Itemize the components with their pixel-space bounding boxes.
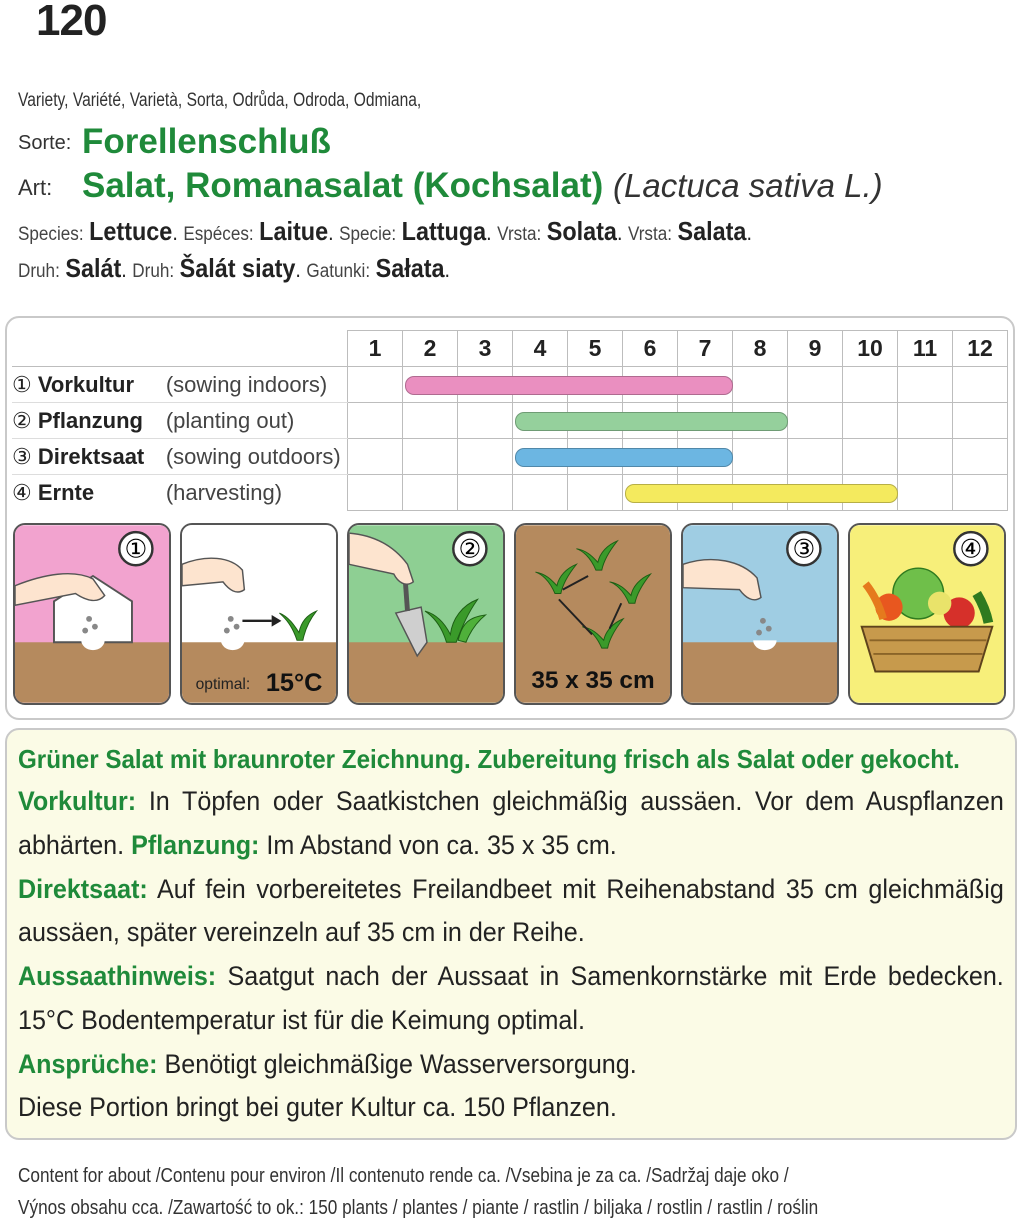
paragraph-ansprueche: Ansprüche: Benötigt gleichmäßige Wasserversorgung. — [18, 1048, 637, 1079]
month-3: 3 — [458, 331, 513, 367]
sorte-label: Sorte: — [18, 132, 72, 154]
tile6-step-number: ④ — [959, 535, 983, 564]
tile2-temperature: 15°C — [265, 669, 323, 697]
paragraph-portion: Diese Portion bringt bei guter Kultur ca. 150 Pflanzen. — [18, 1092, 617, 1123]
tile1-step-number: ① — [124, 535, 148, 564]
art-value — [82, 166, 883, 206]
month-4: 4 — [513, 331, 568, 367]
footer-line-2: Výnos obsahu cca. /Zawartość to ok.: 150 plants / plantes / piante / rastlin / biljaka / rostlin / rastlin / roślin — [18, 1197, 819, 1219]
calendar-row-vorkultur: ① Vorkultur (sowing indoors) — [12, 367, 1008, 403]
month-6: 6 — [623, 331, 678, 367]
month-8: 8 — [733, 331, 788, 367]
month-11: 11 — [898, 331, 953, 367]
paragraph-direktsaat: Direktsaat: Auf fein vorbereitetes Freilandbeet mit Reihenabstand 35 cm gleichmäßig aussäen, später vereinzeln auf 35 cm in der Reihe. — [18, 873, 1004, 948]
tile4-spacing: 35 x 35 cm — [531, 667, 655, 695]
tile3-step-number: ② — [458, 535, 482, 564]
art-name: Salat, Romanasalat (Kochsalat) — [82, 166, 604, 205]
description-text — [18, 738, 1004, 1130]
month-2: 2 — [403, 331, 458, 367]
species-line-1: Species: Lettuce. Espéces: Laitue. Specie: Lattuga. Vrsta: Solata. Vrsta: Salata. — [18, 216, 752, 246]
month-9: 9 — [788, 331, 843, 367]
tile-harvesting — [848, 523, 1006, 705]
calendar-bar-3 — [515, 448, 733, 467]
sowing-indoors-illustration — [15, 525, 169, 703]
calendar-header-row — [12, 331, 1008, 367]
tile-germination-temp — [180, 523, 338, 705]
calendar-bar-1 — [405, 376, 733, 395]
calendar-row-direktsaat: ③ Direktsaat (sowing outdoors) — [12, 439, 1008, 475]
calendar-bar-2 — [515, 412, 788, 431]
art-label: Art: — [18, 175, 53, 200]
month-5: 5 — [568, 331, 623, 367]
paragraph-aussaathinweis: Aussaathinweis: Saatgut nach der Aussaat in Samenkornstärke mit Erde bedecken. 15°C Bodentemperatur ist für die Keimung optimal. — [18, 961, 1004, 1035]
sorte-value: Forellenschluß — [82, 122, 331, 161]
description-headline: Grüner Salat mit braunroter Zeichnung. Zubereitung frisch als Salat oder gekocht. — [18, 744, 960, 774]
tile-sowing-indoors — [13, 523, 171, 705]
footer-line-1: Content for about /Contenu pour environ /Il contenuto rende ca. /Vsebina je za ca. /Sadržaj daje oko / — [18, 1165, 789, 1187]
calendar-row-ernte: ④ Ernte (harvesting) — [12, 475, 1008, 511]
latin-name: (Lactuca sativa L.) — [613, 167, 883, 204]
variety-line: Variety, Variété, Varietà, Sorta, Odrůda, Odroda, Odmiana, — [18, 90, 422, 111]
tile-sowing-outdoors — [681, 523, 839, 705]
tile-planting-out — [347, 523, 505, 705]
tile-plant-spacing — [514, 523, 672, 705]
tile5-step-number: ③ — [792, 535, 816, 564]
product-code: 120 — [36, 0, 107, 45]
tile2-optimal-label: optimal: — [195, 676, 251, 694]
paragraph-vorkultur: Vorkultur: In Töpfen oder Saatkistchen gleichmäßig aussäen. Vor dem Auspflanzen abhärten. Pflanzung: Im Abstand von ca. 35 x 35 cm. — [18, 786, 1004, 860]
calendar-bar-4 — [625, 484, 898, 503]
month-12: 12 — [953, 331, 1008, 367]
month-1: 1 — [348, 331, 403, 367]
month-10: 10 — [843, 331, 898, 367]
month-7: 7 — [678, 331, 733, 367]
calendar-row-pflanzung: ② Pflanzung (planting out) — [12, 403, 1008, 439]
content-footer — [18, 1160, 818, 1224]
species-line-2: Druh: Salát. Druh: Šalát siaty. Gatunki: Sałata. — [18, 253, 451, 283]
